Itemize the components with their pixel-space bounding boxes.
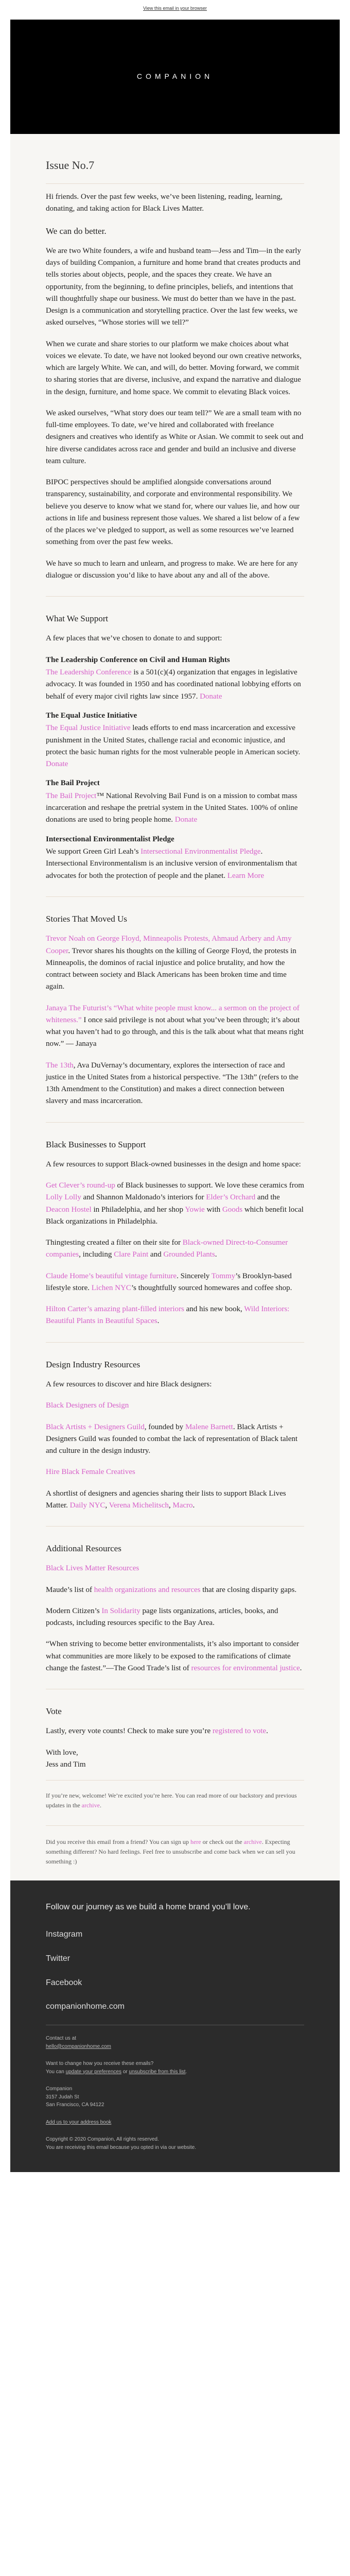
archive-link[interactable]: archive — [81, 1801, 100, 1809]
the-13th-link[interactable]: The 13th — [46, 1061, 74, 1070]
add-address-book-link[interactable]: Add us to your address book — [46, 2119, 112, 2125]
stories-heading: Stories That Moved Us — [46, 913, 127, 924]
design-section: Design Industry Resources A few resources to discover and hire Black designers: Black Designers of Design Black Artists + Designers Guild, founded by Malene Barnett. Black Artists + Designers Guild was founded to combat the lack of representation of Black talent and culture in the design industry. Hire Black Female Creatives A shortlist of designers and agencies sharing their lists to support Black Lives Matter. Daily NYC, Verena Michelitsch, Macro. — [46, 1342, 304, 1512]
macro-link[interactable]: Macro — [172, 1501, 193, 1510]
malene-barnett-link[interactable]: Malene Barnett — [185, 1422, 233, 1431]
design-heading: Design Industry Resources — [46, 1359, 141, 1369]
better-heading: We can do better. — [46, 226, 107, 236]
donate-link[interactable]: Donate — [200, 692, 222, 701]
businesses-intro: A few resources to support Black-owned businesses in the design and home space: — [46, 1160, 301, 1168]
companion-logo: COMPANION — [136, 72, 214, 81]
learn-more-link[interactable]: Learn More — [227, 871, 265, 880]
businesses-heading: Black Businesses to Support — [46, 1139, 146, 1149]
support-item: The Equal Justice Initiative The Equal Justice Initiative leads efforts to end mass incarceration and excessive punishment in the United States, challenge racial and economic injustice, and protect the basic human rights for the most vulnerable people in American society. Donate — [46, 710, 304, 771]
twitter-link[interactable]: Twitter — [46, 1954, 71, 1963]
black-owned-dtc-link[interactable]: Black-owned Direct-to-Consumer companies — [46, 1239, 288, 1259]
footer — [10, 1880, 340, 2172]
website-link[interactable]: companionhome.com — [46, 2002, 125, 2011]
view-in-browser-link[interactable]: View this email in your browser — [143, 6, 207, 11]
in-solidarity-link[interactable]: In Solidarity — [101, 1606, 141, 1615]
support-item: The Leadership Conference on Civil and Human Rights The Leadership Conference is a 501(c)(4) organization that engages in legislative advocacy. It was founded in 1950 and has coordinated national lobbying efforts on behalf of every major civil rights law since 1957. Donate — [46, 654, 304, 703]
ie-pledge-link[interactable]: Intersectional Environmentalist Pledge — [141, 848, 261, 856]
signoff: With love, Jess and Tim — [46, 1748, 86, 1769]
facebook-link[interactable]: Facebook — [46, 1978, 82, 1987]
claude-home-link[interactable]: Claude Home’s beautiful vintage furniture — [46, 1272, 177, 1280]
vcard-block — [46, 2119, 304, 2127]
unsubscribe-link[interactable]: unsubscribe from this list — [129, 2069, 186, 2075]
hire-black-female-creatives-link[interactable]: Hire Black Female Creatives — [46, 1468, 135, 1477]
hilton-carter-link[interactable]: Hilton Carter’s amazing plant-filled interiors — [46, 1305, 184, 1314]
hero-banner — [10, 20, 340, 134]
better-p1: We are two White founders, a wife and husband team—Jess and Tim—in the early days of building Companion, a furniture and home brand that creates products and tells stories about objects, people, and the spaces they create. We have an opportunity, from the beginning, to define principles, beliefs, and intentions that will thoughtfully shape our business. We must do better than we have in the past. Design is a communication and storytelling practice. Over the last few weeks, we asked ourselves, “Whose stories will we tell?” — [46, 246, 301, 327]
better-p5: We have so much to learn and unlearn, and progress to make. We are here for any dialogue or discussion you’d like to have about any and all of the above. — [46, 559, 298, 580]
intro-paragraph: Hi friends. Over the past few weeks, we’ve been listening, reading, learning, donating, and taking action for Black Lives Matter. — [46, 193, 283, 213]
black-designers-link[interactable]: Black Designers of Design — [46, 1401, 129, 1410]
copyright-block: Copyright © 2020 Companion, All rights reserved. You are receiving this email because you opted in via our website. — [46, 2137, 197, 2150]
yowie-link[interactable]: Yowie — [185, 1205, 205, 1214]
verena-michelitsch-link[interactable]: Verena Michelitsch — [109, 1501, 169, 1510]
support-intro: A few places that we’ve chosen to donate to and support: — [46, 634, 222, 643]
businesses-section: Black Businesses to Support A few resources to support Black-owned businesses in the design and home space: Get Clever’s round-up of Black businesses to support. We love these ceramics from Lolly Lolly and Shannon Maldonado’s interiors for Elder’s Orchard and the Deacon Hostel in Philadelphia, and her shop Yowie with Goods which benefit local Black organizations in Philadelphia. Thingtesting created a filter on their site for Black-owned Direct-to-Consumer companies, including Clare Paint and Grounded Plants. Claude Home’s beautiful vintage furniture. Sincerely Tommy’s Brooklyn-based lifestyle store. Lichen NYC’s thoughtfully sourced homewares and coffee shop. Hilton Carter’s amazing plant-filled interiors and his new book, Wild Interiors: Beautiful Plants in Beautiful Spaces. — [46, 1122, 304, 1328]
support-item-title: Intersectional Environmentalist Pledge — [46, 835, 174, 843]
health-organizations-link[interactable]: health organizations and resources — [94, 1585, 201, 1594]
grounded-plants-link[interactable]: Grounded Plants — [163, 1250, 215, 1259]
get-clever-link[interactable]: Get Clever’s round-up — [46, 1181, 115, 1190]
support-heading: What We Support — [46, 614, 109, 624]
sincerely-tommy-link[interactable]: Tommy — [211, 1272, 236, 1280]
elders-orchard-link[interactable]: Elder’s Orchard — [206, 1193, 256, 1202]
better-p2: When we curate and share stories to our platform we make choices about what voices we elevate. To date, we have not looked beyond our own creative networks, which are largely White. We can, and will, do better. Moving forward, we commit to sharing stories that are diverse, inclusive, and expand the narrative and dialogue in the design, furniture, and home space. We commit to elevating Black voices. — [46, 340, 302, 396]
design-intro: A few resources to discover and hire Black designers: — [46, 1380, 212, 1388]
welcome-note: If you’re new, welcome! We’re excited you’re here. You can read more of our backstory and previous updates in the archive. — [46, 1780, 304, 1810]
additional-heading: Additional Resources — [46, 1544, 121, 1553]
better-p4: BIPOC perspectives should be amplified alongside conversations around transparency, sustainability, and corporate and environmental responsibility. We believe you deserve to know what we stand for, where our values lie, and how our actions in life and business represent those values. We shared a list below of a few of the places we’ve pledged to support, as well as some resources we’ve learned something from over the past few weeks. — [46, 478, 300, 547]
support-item: The Bail Project The Bail Project™ National Revolving Bail Fund is on a mission to combat mass incarceration and reshape the pretrial system in the United States. 100% of online donations are used to bring people home. Donate — [46, 777, 304, 826]
better-section — [46, 225, 304, 582]
footer-headline: Follow our journey as we build a home brand you’ll love. — [46, 1903, 251, 1912]
donate-link[interactable]: Donate — [46, 760, 68, 769]
daily-nyc-link[interactable]: Daily NYC — [69, 1501, 106, 1510]
blm-resources-link[interactable]: Black Lives Matter Resources — [46, 1564, 139, 1573]
newsletter-body — [10, 134, 340, 1825]
contact-block: Contact us at hello@companionhome.com — [46, 2036, 111, 2049]
environmental-justice-link[interactable]: resources for environmental justice — [191, 1664, 300, 1672]
support-item: Intersectional Environmentalist Pledge We support Green Girl Leah’s Intersectional Environmentalist Pledge. Intersectional Environmentalism is an inclusive version of environmentalism that advocates for both the protection of people and the planet. Learn More — [46, 834, 304, 882]
update-preferences-link[interactable]: update your preferences — [65, 2069, 121, 2075]
address-block: Companion 3157 Judah St San Francisco, CA 94122 — [46, 2086, 104, 2108]
instagram-link[interactable]: Instagram — [46, 1929, 83, 1939]
bottom-spacer — [0, 2172, 350, 2193]
clare-paint-link[interactable]: Clare Paint — [114, 1250, 149, 1259]
deacon-hostel-link[interactable]: Deacon Hostel — [46, 1205, 92, 1214]
forward-note: Did you receive this email from a friend? You can sign up here or check out the archive. Expecting something different? No hard feelings. Feel free to unsubscribe and come back when we can sell you something :) — [10, 1825, 340, 1880]
view-in-browser — [0, 0, 350, 20]
goods-link[interactable]: Goods — [222, 1205, 243, 1214]
trevor-noah-link[interactable]: Trevor Noah on George Floyd, Minneapolis Protests, Ahmaud Arbery and Amy Cooper — [46, 935, 292, 955]
janaya-link[interactable]: Janaya The Futurist’s “What white people must know... a sermon on the project of whiteness.” — [46, 1004, 300, 1024]
issue-title: Issue No.7 — [46, 157, 304, 184]
support-item-title: The Leadership Conference on Civil and Human Rights — [46, 655, 230, 664]
lolly-lolly-link[interactable]: Lolly Lolly — [46, 1193, 81, 1202]
vote-section: Vote Lastly, every vote counts! Check to make sure you’re registered to vote. With love, Jess and Tim If you’re new, welcome! We’re excited you’re here. You can read more of our backstory and previous updates in the archive. — [46, 1689, 304, 1810]
additional-section: Additional Resources Black Lives Matter Resources Maude’s list of health organizations and resources that are closing disparity gaps. Modern Citizen’s In Solidarity page lists organizations, articles, books, and podcasts, including resources specific to the Bay Area. “When striving to become better environmentalists, it’s also important to consider what communities are more likely to be exposed to the ramifications of climate change the fastest.”—The Good Trade’s list of resources for environmental justice. — [46, 1526, 304, 1674]
register-to-vote-link[interactable]: registered to vote — [212, 1727, 267, 1736]
preferences-block: Want to change how you receive these emails? You can update your preferences or unsubscribe from this list. — [46, 2061, 187, 2075]
bail-project-link[interactable]: The Bail Project — [46, 791, 97, 800]
equal-justice-link[interactable]: The Equal Justice Initiative — [46, 724, 131, 733]
vote-heading: Vote — [46, 1706, 62, 1717]
badg-link[interactable]: Black Artists + Designers Guild — [46, 1422, 145, 1431]
support-item-title: The Equal Justice Initiative — [46, 711, 137, 720]
lichen-nyc-link[interactable]: Lichen NYC — [91, 1283, 131, 1292]
wild-interiors-link[interactable]: Wild Interiors: Beautiful Plants in Beautiful Spaces — [46, 1305, 290, 1326]
support-section — [46, 596, 304, 882]
stories-section: Stories That Moved Us Trevor Noah on George Floyd, Minneapolis Protests, Ahmaud Arbery and Amy Cooper. Trevor shares his thoughts on the killing of George Floyd, the protests in Minneapolis, the dominos of racial injustice and police brutality, and how the contract between society and Black Americans has been broken time and time again. Janaya The Futurist’s “What white people must know... a sermon on the project of whiteness.” I once said privilege is not about what you’ve been through; it’s about what you haven’t had to go through, and this is the talk about what that means right now.” — Janaya The 13th, Ava DuVernay’s documentary, explores the intersection of race and justice in the United States from a historical perspective. “The 13th” (refers to the 13th Amendment to the Constitution) and makes a direct connection between slavery and mass incarceration. — [46, 896, 304, 1108]
better-p3: We asked ourselves, “What story does our team tell?” We are a small team with no full-time employees. To date, we’ve hired and collaborated with freelance designers and creatives who identify as White or Asian. We commit to seek out and hire diverse candidates across race and gender and build an inclusive and diverse team culture. — [46, 409, 304, 465]
archive-link[interactable]: archive — [243, 1838, 262, 1846]
sign-up-link[interactable]: here — [190, 1838, 201, 1846]
support-item-title: The Bail Project — [46, 779, 100, 788]
contact-email-link[interactable]: hello@companionhome.com — [46, 2043, 111, 2049]
leadership-conference-link[interactable]: The Leadership Conference — [46, 668, 132, 677]
donate-link[interactable]: Donate — [174, 816, 198, 824]
